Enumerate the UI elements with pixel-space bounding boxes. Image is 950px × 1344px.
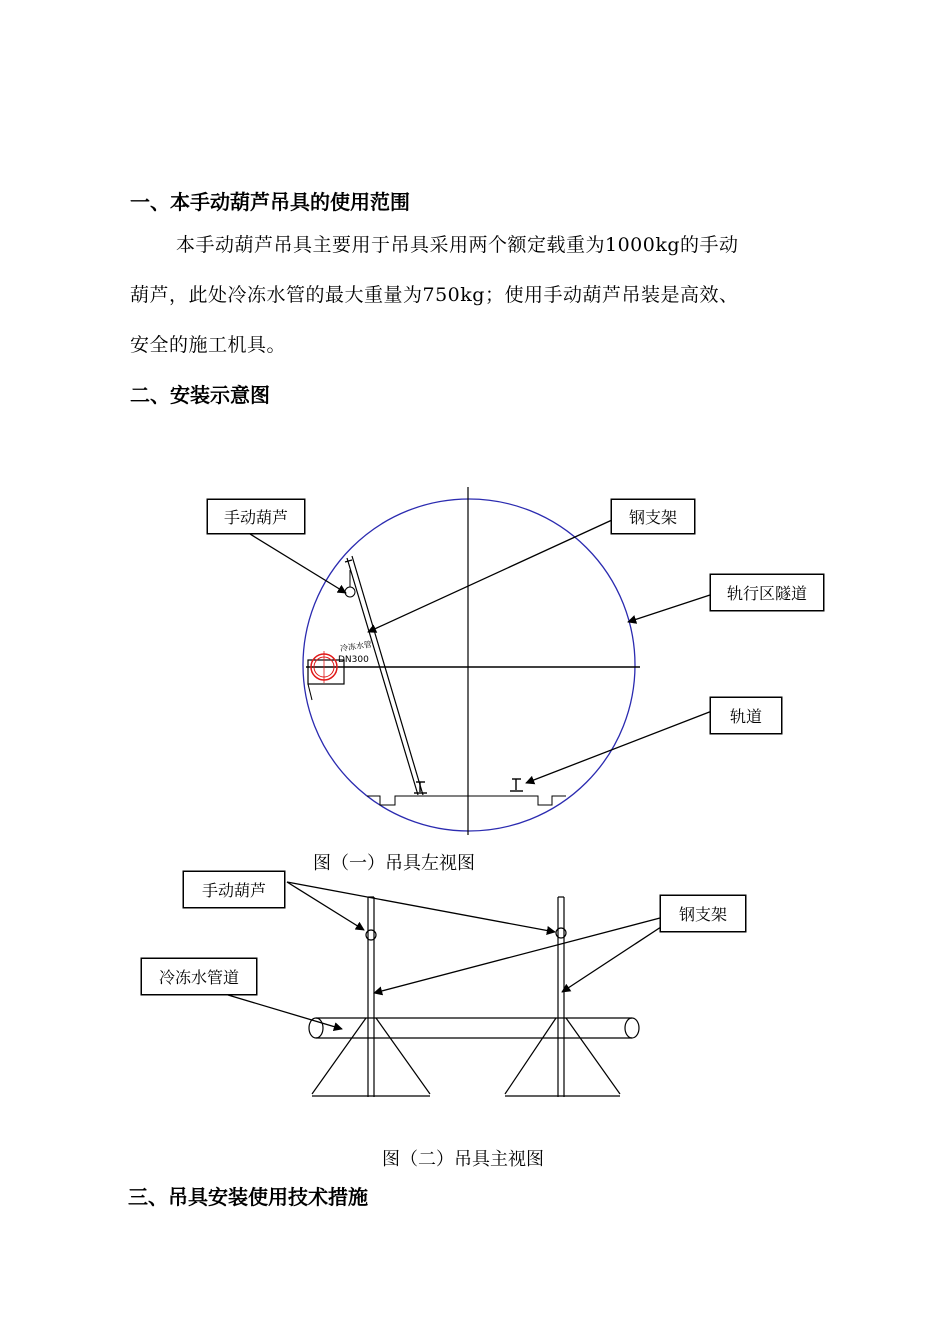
arrow-hoist <box>250 534 346 593</box>
section-2-heading: 二、安装示意图 <box>130 383 270 407</box>
arrow-steel-frame <box>368 520 612 632</box>
tunnel-outline <box>303 499 635 831</box>
steel-frame-left <box>312 897 430 1097</box>
figure-2-caption: 图（二）吊具主视图 <box>382 1149 544 1170</box>
arrow-tunnel <box>628 595 710 622</box>
arrow-frame-right <box>562 925 664 992</box>
track-bed <box>367 796 566 805</box>
steel-frame-right <box>505 897 620 1097</box>
section-1-heading: 一、本手动葫芦吊具的使用范围 <box>130 190 410 214</box>
section-3-heading: 三、吊具安装使用技术措施 <box>128 1185 368 1209</box>
rail-right <box>510 779 523 791</box>
paragraph-line-3: 安全的施工机具。 <box>130 334 287 356</box>
pipe-size: DN300 <box>338 655 369 665</box>
figure-1-caption: 图（一）吊具左视图 <box>313 853 475 874</box>
inclined-steel-frame <box>345 556 423 795</box>
label-tunnel: 轨行区隧道 <box>710 574 824 611</box>
label-steel-frame-2: 钢支架 <box>660 895 746 932</box>
hoist-symbol <box>345 587 355 597</box>
label-hoist: 手动葫芦 <box>207 499 305 534</box>
label-steel-frame: 钢支架 <box>611 499 695 534</box>
arrow-rail <box>526 711 712 783</box>
label-pipe: 冷冻水管道 <box>141 958 257 995</box>
arrow-pipe <box>228 995 342 1029</box>
figure-1-left-view <box>207 487 824 835</box>
paragraph-line-1: 本手动葫芦吊具主要用于吊具采用两个额定载重为1000kg的手动 <box>176 234 739 256</box>
pipe-tag: 冷冻水管 <box>339 639 373 654</box>
label-rail: 轨道 <box>710 697 782 734</box>
paragraph-line-2: 葫芦，此处冷冻水管的最大重量为750kg；使用手动葫芦吊装是高效、 <box>130 284 739 306</box>
label-hoist-2: 手动葫芦 <box>183 871 285 908</box>
